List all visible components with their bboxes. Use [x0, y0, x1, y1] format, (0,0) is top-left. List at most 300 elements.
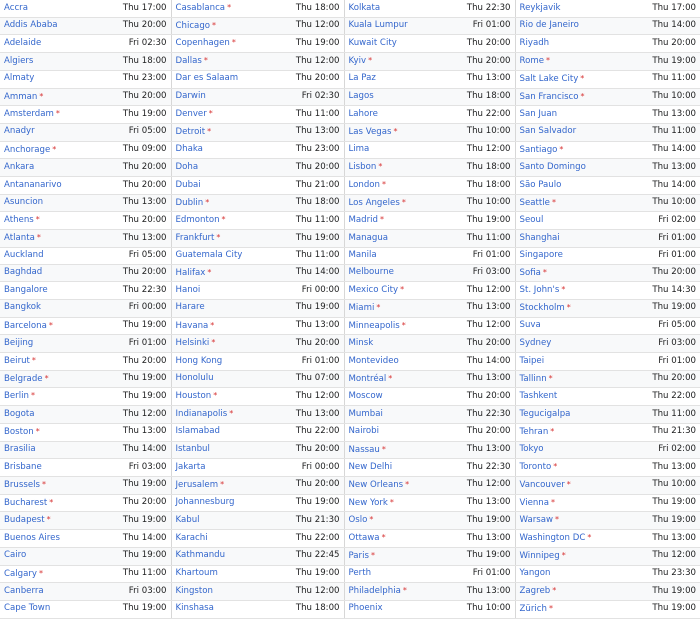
city-name[interactable]: St. John's — [519, 285, 560, 296]
city-name[interactable]: Athens — [4, 215, 34, 226]
city-link[interactable] — [0, 0, 114, 17]
city-link[interactable] — [171, 141, 287, 159]
city-link[interactable] — [515, 106, 629, 124]
city-name[interactable]: Warsaw — [519, 515, 554, 526]
city-link[interactable] — [344, 212, 458, 230]
city-link[interactable] — [0, 476, 114, 494]
city-link[interactable] — [515, 370, 629, 388]
city-link[interactable] — [171, 547, 287, 565]
city-link[interactable] — [0, 459, 114, 477]
city-name[interactable]: Oslo — [348, 515, 368, 526]
city-link[interactable] — [0, 53, 114, 71]
city-link[interactable] — [171, 583, 287, 601]
city-link[interactable] — [515, 264, 629, 282]
city-name[interactable]: Havana — [175, 320, 209, 331]
city-link[interactable] — [515, 70, 629, 88]
city-link[interactable] — [0, 247, 114, 264]
city-link[interactable] — [344, 177, 458, 195]
city-name[interactable]: Winnipeg — [519, 550, 560, 561]
city-link[interactable] — [344, 247, 458, 264]
city-name[interactable]: Tashkent — [519, 390, 558, 401]
city-name[interactable]: Copenhagen — [175, 38, 230, 49]
city-link[interactable] — [0, 212, 114, 230]
city-link[interactable] — [0, 565, 114, 583]
city-link[interactable] — [344, 123, 458, 141]
city-name[interactable]: Bogota — [4, 408, 35, 419]
city-time: Thu 23:30 — [629, 565, 700, 583]
city-name[interactable]: Seoul — [519, 214, 544, 225]
city-name[interactable]: Mexico City — [348, 285, 399, 296]
city-name[interactable]: Lagos — [348, 91, 374, 102]
city-time: Thu 19:00 — [629, 53, 700, 71]
city-name[interactable]: Brussels — [4, 479, 40, 490]
city-name[interactable]: Barcelona — [4, 320, 47, 331]
city-link[interactable] — [171, 476, 287, 494]
city-name[interactable]: São Paulo — [519, 179, 562, 190]
city-link[interactable] — [0, 123, 114, 141]
city-link[interactable] — [171, 299, 287, 317]
city-name[interactable]: Shanghai — [519, 232, 560, 243]
city-name[interactable]: Atlanta — [4, 233, 35, 244]
city-name[interactable]: Tokyo — [519, 444, 544, 455]
city-link[interactable] — [0, 317, 114, 335]
city-link[interactable] — [515, 53, 629, 71]
city-name[interactable]: Phoenix — [348, 603, 383, 614]
city-name[interactable]: Dhaka — [175, 144, 203, 155]
city-name[interactable]: Hong Kong — [175, 355, 223, 366]
city-name[interactable]: Houston — [175, 391, 212, 402]
city-time: Thu 22:30 — [458, 0, 515, 17]
city-link[interactable] — [0, 230, 114, 248]
city-name[interactable]: Tallinn — [519, 373, 547, 384]
city-link[interactable] — [344, 441, 458, 459]
city-name[interactable]: Ankara — [4, 161, 35, 172]
city-link[interactable] — [171, 494, 287, 512]
city-name[interactable]: Suva — [519, 320, 541, 331]
city-name[interactable]: Edmonton — [175, 215, 220, 226]
city-link[interactable] — [171, 230, 287, 248]
city-name[interactable]: Anadyr — [4, 126, 35, 137]
city-name[interactable]: Frankfurt — [175, 233, 215, 244]
city-link[interactable] — [171, 123, 287, 141]
city-link[interactable] — [0, 600, 114, 618]
city-name[interactable]: Taipei — [519, 355, 545, 366]
city-link[interactable] — [0, 512, 114, 530]
city-name[interactable]: Santiago — [519, 144, 558, 155]
city-name[interactable]: Dallas — [175, 56, 202, 67]
city-link[interactable] — [0, 282, 114, 300]
city-time: Thu 13:00 — [114, 230, 171, 248]
city-link[interactable] — [515, 282, 629, 300]
city-link[interactable] — [515, 494, 629, 512]
city-link[interactable] — [0, 194, 114, 212]
city-name[interactable]: Beijing — [4, 337, 34, 348]
city-name[interactable]: Manila — [348, 249, 377, 260]
city-name[interactable]: Denver — [175, 109, 207, 120]
city-link[interactable] — [0, 335, 114, 353]
city-time: Thu 20:00 — [287, 70, 344, 88]
city-link[interactable] — [171, 388, 287, 406]
city-name[interactable]: Honolulu — [175, 373, 214, 384]
city-link[interactable] — [171, 177, 287, 195]
city-name[interactable]: Islamabad — [175, 426, 220, 437]
city-name[interactable]: Mumbai — [348, 408, 383, 419]
city-name[interactable]: Khartoum — [175, 568, 218, 578]
city-link[interactable] — [0, 370, 114, 388]
city-link[interactable] — [0, 35, 114, 53]
city-link[interactable] — [171, 88, 287, 106]
city-link[interactable] — [344, 230, 458, 248]
city-link[interactable] — [515, 388, 629, 406]
city-name[interactable]: Toronto — [519, 462, 552, 473]
city-name[interactable]: Almaty — [4, 73, 35, 84]
city-name[interactable]: Tegucigalpa — [519, 408, 571, 419]
city-name[interactable]: Dar es Salaam — [175, 73, 239, 84]
dst-marker-icon: * — [580, 91, 585, 101]
city-name[interactable]: Beirut — [4, 356, 30, 367]
dst-marker-icon: * — [566, 302, 571, 312]
city-name[interactable]: Vancouver — [519, 479, 565, 490]
city-link[interactable] — [515, 406, 629, 424]
city-name[interactable]: Paris — [348, 550, 369, 561]
city-name[interactable]: Montréal — [348, 373, 387, 384]
city-name[interactable]: Doha — [175, 161, 199, 172]
city-time: Thu 22:30 — [114, 282, 171, 300]
city-link[interactable] — [515, 547, 629, 565]
city-link[interactable] — [515, 17, 629, 35]
city-name[interactable]: Lahore — [348, 108, 378, 119]
city-name[interactable]: Zagreb — [519, 586, 551, 597]
city-name[interactable]: Accra — [4, 2, 28, 13]
city-name[interactable]: Indianapolis — [175, 409, 228, 420]
city-name[interactable]: Minsk — [348, 337, 374, 348]
city-name[interactable]: Brisbane — [4, 461, 42, 472]
city-link[interactable] — [344, 282, 458, 300]
city-name[interactable]: Washington DC — [519, 533, 586, 544]
city-link[interactable] — [344, 194, 458, 212]
city-link[interactable] — [0, 17, 114, 35]
city-name[interactable]: Addis Ababa — [4, 20, 58, 31]
city-link[interactable] — [171, 17, 287, 35]
city-name[interactable]: Helsinki — [175, 338, 210, 349]
city-link[interactable] — [344, 494, 458, 512]
city-name[interactable]: La Paz — [348, 73, 376, 84]
city-link[interactable] — [171, 264, 287, 282]
city-link[interactable] — [0, 106, 114, 124]
city-name[interactable]: San Salvador — [519, 126, 577, 137]
city-link[interactable] — [515, 353, 629, 371]
city-name[interactable]: Jakarta — [175, 461, 206, 472]
city-link[interactable] — [171, 0, 287, 17]
city-link[interactable] — [344, 406, 458, 424]
dst-marker-icon: * — [203, 56, 208, 66]
city-link[interactable] — [171, 194, 287, 212]
city-name[interactable]: Nassau — [348, 444, 380, 455]
dst-marker-icon: * — [212, 20, 217, 30]
city-name[interactable]: Sofia — [519, 267, 541, 278]
city-link[interactable] — [171, 70, 287, 88]
city-link[interactable] — [344, 264, 458, 282]
city-name[interactable]: Asuncion — [4, 197, 44, 208]
dst-marker-icon: * — [49, 497, 54, 507]
city-name[interactable]: Kathmandu — [175, 550, 226, 561]
city-link[interactable] — [171, 212, 287, 230]
city-link[interactable] — [344, 565, 458, 583]
city-link[interactable] — [0, 159, 114, 177]
city-name[interactable]: Darwin — [175, 91, 206, 102]
city-name[interactable]: Kuwait City — [348, 37, 397, 48]
city-name[interactable]: Berlin — [4, 391, 29, 402]
city-name[interactable]: Ottawa — [348, 533, 380, 544]
city-name[interactable]: Reykjavik — [519, 2, 561, 13]
city-name[interactable]: Cape Town — [4, 603, 51, 614]
city-name[interactable]: Kolkata — [348, 2, 381, 13]
city-link[interactable] — [515, 123, 629, 141]
city-link[interactable] — [515, 88, 629, 106]
city-link[interactable] — [0, 388, 114, 406]
city-link[interactable] — [0, 264, 114, 282]
city-name[interactable]: Vienna — [519, 497, 550, 508]
city-name[interactable]: San Juan — [519, 108, 558, 119]
city-link[interactable] — [171, 565, 287, 583]
city-link[interactable] — [0, 547, 114, 565]
city-name[interactable]: Canberra — [4, 585, 44, 596]
dst-marker-icon: * — [211, 338, 216, 348]
city-link[interactable] — [171, 370, 287, 388]
city-link[interactable] — [0, 299, 114, 317]
city-link[interactable] — [515, 459, 629, 477]
city-link[interactable] — [171, 35, 287, 53]
city-name[interactable]: Baghdad — [4, 267, 43, 278]
city-time: Thu 19:00 — [629, 512, 700, 530]
city-name[interactable]: Detroit — [175, 126, 206, 137]
city-link[interactable] — [515, 194, 629, 212]
city-link[interactable] — [344, 317, 458, 335]
city-name[interactable]: Rome — [519, 56, 545, 67]
city-link[interactable] — [171, 459, 287, 477]
city-link[interactable] — [515, 600, 629, 618]
city-link[interactable] — [515, 177, 629, 195]
city-name[interactable]: Bangalore — [4, 284, 48, 295]
city-link[interactable] — [344, 53, 458, 71]
city-link[interactable] — [171, 106, 287, 124]
city-name[interactable]: Istanbul — [175, 444, 210, 455]
city-name[interactable]: Bangkok — [4, 302, 41, 313]
city-name[interactable]: Santo Domingo — [519, 161, 586, 172]
city-name[interactable]: New York — [348, 497, 388, 508]
city-link[interactable] — [515, 141, 629, 159]
city-time: Thu 14:00 — [629, 17, 700, 35]
city-link[interactable] — [344, 17, 458, 35]
city-name[interactable]: Kingston — [175, 585, 213, 596]
city-name[interactable]: Jerusalem — [175, 479, 219, 490]
city-name[interactable]: Guatemala City — [175, 249, 243, 260]
city-link[interactable] — [515, 512, 629, 530]
city-link[interactable] — [171, 441, 287, 459]
city-link[interactable] — [0, 177, 114, 195]
city-name[interactable]: Singapore — [519, 249, 563, 260]
city-name[interactable]: Moscow — [348, 390, 383, 401]
city-name[interactable]: Amman — [4, 91, 38, 102]
city-link[interactable] — [515, 476, 629, 494]
city-link[interactable] — [0, 423, 114, 441]
city-name[interactable]: New Delhi — [348, 461, 393, 472]
table-row — [0, 353, 700, 371]
city-name[interactable]: Madrid — [348, 215, 379, 226]
city-time: Thu 22:45 — [287, 547, 344, 565]
city-name[interactable]: Auckland — [4, 249, 44, 260]
city-name[interactable]: Belgrade — [4, 373, 43, 384]
city-name[interactable]: San Francisco — [519, 91, 579, 102]
city-name[interactable]: Boston — [4, 426, 34, 437]
city-name[interactable]: Calgary — [4, 568, 37, 579]
city-name[interactable]: Montevideo — [348, 355, 399, 366]
table-row — [0, 53, 700, 71]
city-name[interactable]: Antananarivo — [4, 179, 62, 190]
city-name[interactable]: Riyadh — [519, 37, 550, 48]
city-name[interactable]: Hanoi — [175, 284, 201, 295]
city-link[interactable] — [515, 212, 629, 230]
city-name[interactable]: Los Angeles — [348, 197, 400, 208]
city-link[interactable] — [0, 141, 114, 159]
city-name[interactable]: Kuala Lumpur — [348, 20, 408, 31]
city-link[interactable] — [171, 530, 287, 548]
city-link[interactable] — [515, 247, 629, 264]
city-name[interactable]: Buenos Aires — [4, 532, 60, 543]
city-name[interactable]: Lisbon — [348, 162, 377, 173]
city-name[interactable]: Cairo — [4, 550, 27, 561]
city-link[interactable] — [515, 230, 629, 248]
city-name[interactable]: Sydney — [519, 337, 552, 348]
city-link[interactable] — [0, 88, 114, 106]
city-link[interactable] — [344, 388, 458, 406]
city-link[interactable] — [515, 35, 629, 53]
city-link[interactable] — [344, 299, 458, 317]
city-name[interactable]: Yangon — [519, 568, 551, 578]
city-link[interactable] — [171, 282, 287, 300]
city-link[interactable] — [515, 441, 629, 459]
city-name[interactable]: Las Vegas — [348, 126, 392, 137]
city-name[interactable]: Algiers — [4, 55, 34, 66]
city-name[interactable]: Karachi — [175, 532, 208, 543]
city-link[interactable] — [344, 512, 458, 530]
city-name[interactable]: Lima — [348, 144, 370, 155]
city-name[interactable]: Melbourne — [348, 267, 394, 278]
city-name[interactable]: Adelaide — [4, 37, 42, 48]
city-link[interactable] — [171, 53, 287, 71]
city-link[interactable] — [515, 565, 629, 583]
city-link[interactable] — [344, 476, 458, 494]
city-name[interactable]: Chicago — [175, 20, 211, 31]
city-link[interactable] — [344, 141, 458, 159]
city-link[interactable] — [344, 530, 458, 548]
city-link[interactable] — [344, 70, 458, 88]
city-link[interactable] — [515, 159, 629, 177]
city-name[interactable]: London — [348, 180, 381, 191]
city-name[interactable]: New Orleans — [348, 479, 404, 490]
city-link[interactable] — [344, 423, 458, 441]
city-link[interactable] — [0, 70, 114, 88]
city-link[interactable] — [344, 335, 458, 353]
city-link[interactable] — [171, 335, 287, 353]
city-name[interactable]: Dubai — [175, 179, 201, 190]
city-link[interactable] — [171, 353, 287, 371]
city-name[interactable]: Rio de Janeiro — [519, 20, 579, 31]
city-link[interactable] — [171, 423, 287, 441]
city-name[interactable]: Minneapolis — [348, 320, 400, 331]
city-name[interactable]: Seattle — [519, 197, 550, 208]
city-link[interactable] — [344, 159, 458, 177]
city-name[interactable]: Kabul — [175, 514, 200, 525]
city-link[interactable] — [344, 547, 458, 565]
city-link[interactable] — [344, 353, 458, 371]
city-link[interactable] — [171, 159, 287, 177]
city-name[interactable]: Kyiv — [348, 56, 367, 67]
city-name[interactable]: Managua — [348, 232, 389, 243]
city-name[interactable]: Brasilia — [4, 444, 36, 455]
city-name[interactable]: Amsterdam — [4, 109, 54, 120]
city-name[interactable]: Nairobi — [348, 426, 380, 437]
city-name[interactable]: Bucharest — [4, 497, 48, 508]
city-link[interactable] — [0, 583, 114, 601]
city-link[interactable] — [344, 370, 458, 388]
city-link[interactable] — [515, 299, 629, 317]
city-name[interactable]: Budapest — [4, 515, 45, 526]
city-link[interactable] — [344, 583, 458, 601]
dst-marker-icon: * — [551, 197, 556, 207]
city-link[interactable] — [515, 317, 629, 335]
city-time: Thu 22:00 — [629, 388, 700, 406]
table-row — [0, 141, 700, 159]
city-link[interactable] — [171, 247, 287, 264]
city-link[interactable] — [0, 353, 114, 371]
city-name[interactable]: Johannesburg — [175, 497, 235, 508]
city-link[interactable] — [344, 459, 458, 477]
city-link[interactable] — [0, 494, 114, 512]
city-link[interactable] — [344, 0, 458, 17]
city-link[interactable] — [171, 600, 287, 618]
city-link[interactable] — [515, 530, 629, 548]
city-name[interactable]: Tehran — [519, 426, 549, 437]
city-link[interactable] — [0, 441, 114, 459]
city-link[interactable] — [515, 583, 629, 601]
city-link[interactable] — [344, 106, 458, 124]
city-name[interactable]: Zürich — [519, 603, 547, 614]
city-name[interactable]: Miami — [348, 302, 375, 313]
city-link[interactable] — [344, 35, 458, 53]
city-link[interactable] — [344, 88, 458, 106]
city-link[interactable] — [171, 317, 287, 335]
city-link[interactable] — [171, 406, 287, 424]
city-link[interactable] — [515, 0, 629, 17]
city-name[interactable]: Anchorage — [4, 144, 51, 155]
city-name[interactable]: Halifax — [175, 267, 206, 278]
city-link[interactable] — [171, 512, 287, 530]
city-link[interactable] — [515, 423, 629, 441]
city-link[interactable] — [0, 530, 114, 548]
city-name[interactable]: Harare — [175, 302, 205, 313]
city-name[interactable]: Kinshasa — [175, 603, 214, 614]
city-name[interactable]: Philadelphia — [348, 586, 401, 597]
city-name[interactable]: Dublin — [175, 197, 204, 208]
city-link[interactable] — [344, 600, 458, 618]
city-link[interactable] — [515, 335, 629, 353]
city-name[interactable]: Stockholm — [519, 302, 565, 313]
city-name[interactable]: Perth — [348, 568, 372, 578]
city-link[interactable] — [0, 406, 114, 424]
city-name[interactable]: Casablanca — [175, 3, 226, 13]
city-name[interactable]: Salt Lake City — [519, 73, 579, 84]
